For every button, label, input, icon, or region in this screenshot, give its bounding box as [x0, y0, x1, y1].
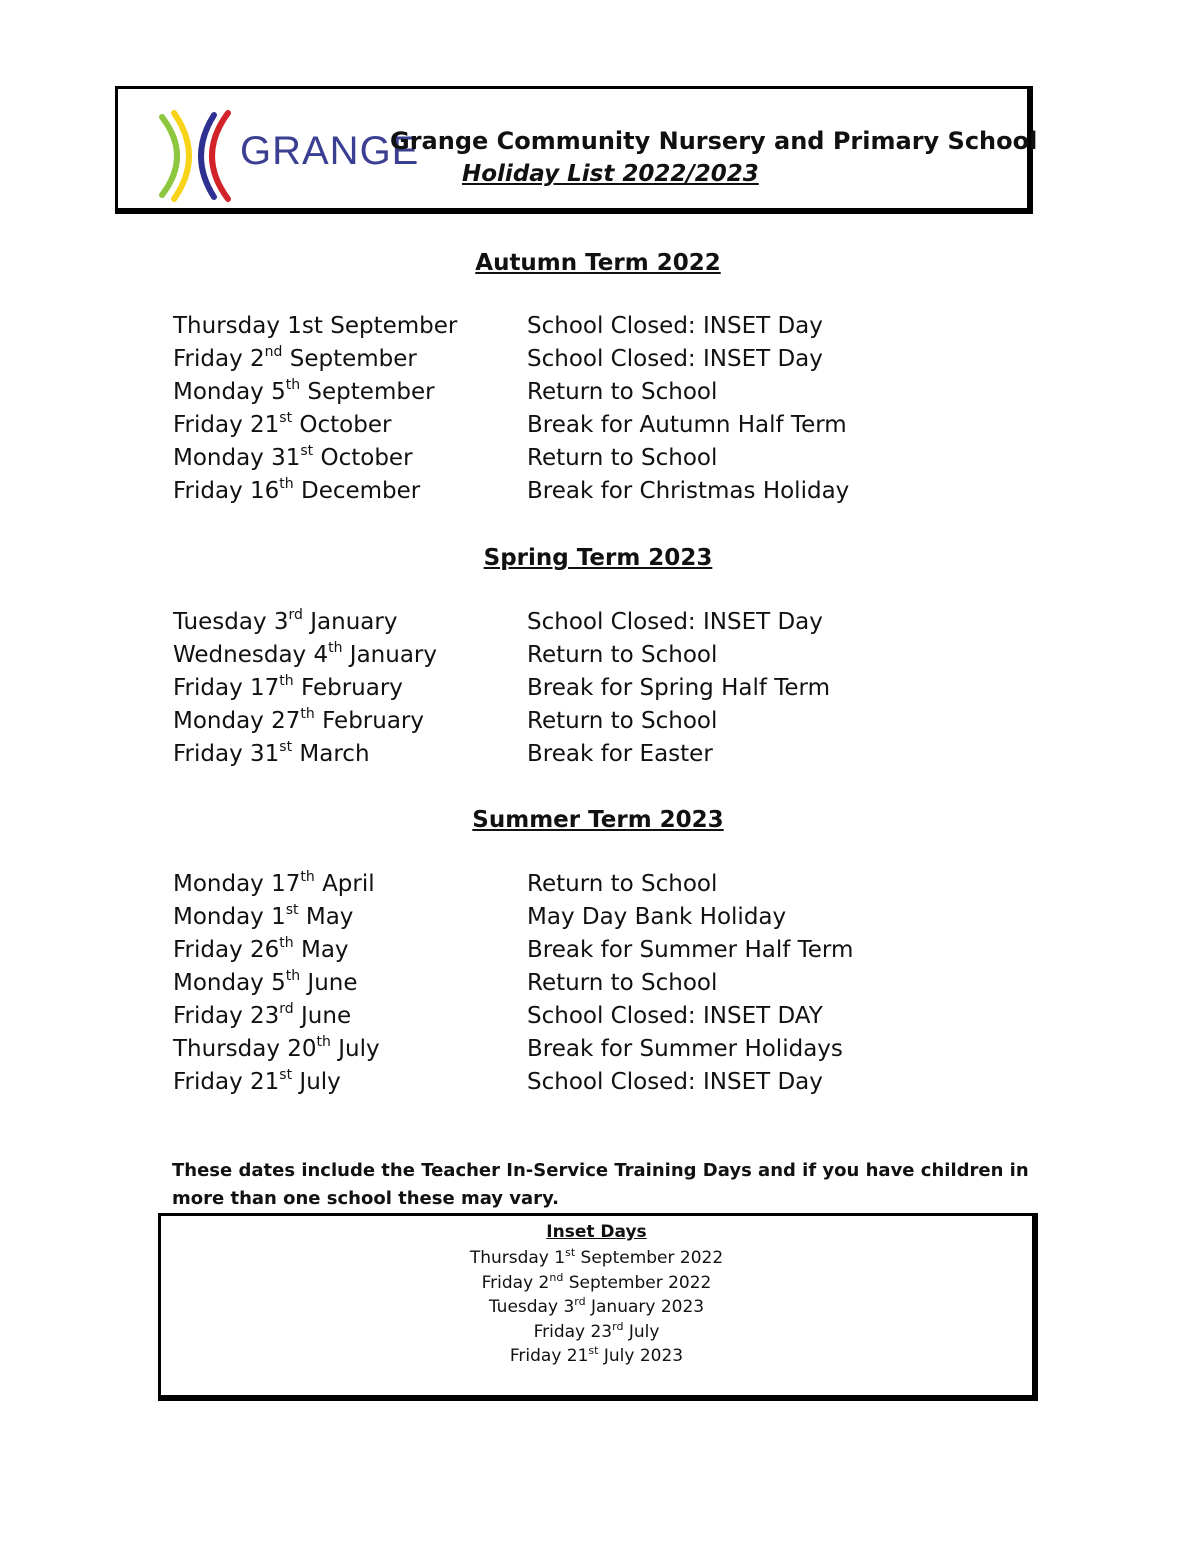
inset-day: Tuesday 3	[488, 1297, 575, 1317]
date-month: September	[282, 346, 417, 372]
inset-days-box	[158, 1213, 1038, 1401]
date-day: Friday 21	[173, 412, 280, 438]
row-date	[173, 741, 370, 767]
inset-suffix: nd	[549, 1270, 564, 1284]
inset-rest: July	[623, 1321, 660, 1342]
date-suffix: rd	[279, 1001, 294, 1017]
date-month: June	[293, 1003, 352, 1029]
date-suffix: st	[285, 902, 299, 918]
schedule-row	[0, 675, 1200, 708]
row-event: Break for Spring Half Term	[527, 675, 831, 701]
date-suffix: rd	[288, 607, 303, 623]
schedule-row	[0, 313, 1200, 346]
date-suffix: st	[279, 410, 293, 426]
schedule-row	[0, 478, 1200, 511]
inset-day: Friday 21	[509, 1346, 589, 1366]
date-suffix: th	[328, 640, 343, 656]
row-date	[173, 708, 424, 734]
term-heading: Autumn Term 2022	[475, 250, 721, 276]
date-day: Friday 26	[173, 937, 280, 963]
date-suffix: st	[300, 443, 314, 459]
row-event: School Closed: INSET Day	[527, 1069, 823, 1095]
schedule-row	[0, 904, 1200, 937]
row-date	[173, 412, 391, 438]
row-event: Break for Easter	[527, 741, 713, 767]
inset-day: Friday 23	[533, 1321, 613, 1342]
row-event: Break for Summer Half Term	[527, 937, 854, 963]
date-suffix: st	[279, 739, 293, 755]
row-date	[173, 970, 358, 996]
date-day: Friday 23	[173, 1003, 280, 1029]
date-day: Thursday 20	[173, 1036, 317, 1062]
row-date	[173, 346, 417, 372]
date-day: Friday 31	[173, 741, 280, 767]
date-month: December	[293, 478, 421, 504]
date-suffix: th	[300, 869, 315, 885]
row-event: Break for Autumn Half Term	[527, 412, 847, 438]
date-suffix: st	[279, 1067, 293, 1083]
date-day: Friday 17	[173, 675, 280, 701]
row-date	[173, 1003, 351, 1029]
school-name: Grange Community Nursery and Primary School	[390, 127, 1038, 155]
row-date	[173, 1036, 380, 1062]
inset-suffix: rd	[574, 1295, 586, 1308]
header-box	[115, 86, 1038, 214]
row-date	[173, 675, 403, 701]
inset-days-title: Inset Days	[546, 1222, 647, 1242]
schedule-row	[0, 871, 1200, 904]
date-month: September	[300, 379, 435, 405]
inset-rest: September 2022	[563, 1272, 712, 1293]
dates-note: These dates include the Teacher In-Service Training Days and if you have children in more than one school these may vary.	[172, 1160, 1029, 1209]
row-date	[173, 642, 437, 668]
row-date	[173, 379, 435, 405]
date-day: Monday 17	[173, 871, 301, 897]
schedule-row	[0, 741, 1200, 774]
date-suffix: th	[300, 706, 315, 722]
row-event: Return to School	[527, 871, 718, 897]
row-date	[173, 1069, 341, 1095]
inset-day-line	[161, 1248, 1032, 1268]
row-event: Break for Christmas Holiday	[527, 478, 850, 504]
date-month: May	[293, 937, 349, 963]
school-logo	[152, 109, 420, 203]
row-date	[173, 313, 457, 339]
row-event: School Closed: INSET DAY	[527, 1003, 823, 1029]
date-suffix: th	[285, 377, 301, 393]
date-month: February	[293, 675, 403, 701]
schedule-row	[0, 937, 1200, 970]
date-day: Friday 16	[173, 478, 280, 504]
date-month: January	[342, 642, 437, 668]
date-month: September	[322, 313, 458, 339]
row-event: Return to School	[527, 445, 718, 471]
date-day: Friday 21	[173, 1069, 280, 1095]
date-month: January	[302, 609, 398, 635]
date-day: Monday 5	[173, 970, 286, 996]
date-day: Tuesday 3	[173, 609, 289, 635]
date-day: Monday 27	[173, 708, 301, 734]
schedule-row	[0, 445, 1200, 478]
row-date	[173, 904, 353, 930]
schedule-row	[0, 1003, 1200, 1036]
inset-rest: January 2023	[585, 1297, 705, 1317]
date-day: Thursday 1st	[173, 313, 323, 339]
row-date	[173, 445, 413, 471]
schedule-row	[0, 412, 1200, 445]
date-day: Monday 31	[173, 445, 301, 471]
schedule-row	[0, 1069, 1200, 1102]
document-title: Holiday List 2022/2023	[462, 161, 759, 187]
row-event: School Closed: INSET Day	[527, 346, 823, 372]
inset-rest: July 2023	[598, 1346, 684, 1366]
logo-arcs-icon	[152, 109, 242, 203]
inset-day: Thursday 1	[469, 1248, 566, 1268]
date-suffix: th	[279, 935, 294, 951]
date-suffix: th	[279, 476, 294, 492]
row-event: School Closed: INSET Day	[527, 313, 823, 339]
date-day: Friday 2	[173, 346, 265, 372]
row-event: May Day Bank Holiday	[527, 904, 787, 930]
schedule-row	[0, 708, 1200, 741]
row-event: Return to School	[527, 379, 718, 405]
date-month: June	[300, 970, 358, 996]
inset-day: Friday 2	[481, 1272, 550, 1293]
row-date	[173, 478, 420, 504]
logo-text: GRANGE	[240, 129, 420, 173]
date-month: October	[292, 412, 392, 438]
inset-day-line	[161, 1319, 1032, 1342]
inset-day-line	[161, 1346, 1032, 1366]
term-heading: Summer Term 2023	[472, 807, 724, 833]
date-month: April	[314, 871, 375, 897]
row-date	[173, 937, 349, 963]
row-event: Break for Summer Holidays	[527, 1036, 843, 1062]
schedule-row	[0, 379, 1200, 412]
row-event: Return to School	[527, 642, 718, 668]
date-month: March	[292, 741, 370, 767]
row-date	[173, 871, 375, 897]
row-date	[173, 609, 397, 635]
schedule-row	[0, 642, 1200, 675]
inset-day-line	[161, 1270, 1032, 1293]
row-event: School Closed: INSET Day	[527, 609, 823, 635]
inset-suffix: rd	[612, 1319, 624, 1333]
date-day: Monday 1	[173, 904, 286, 930]
schedule-row	[0, 346, 1200, 379]
date-month: February	[314, 708, 424, 734]
date-month: May	[298, 904, 354, 930]
date-suffix: th	[279, 673, 294, 689]
schedule-row	[0, 1036, 1200, 1069]
schedule-row	[0, 970, 1200, 1003]
date-month: July	[330, 1036, 380, 1062]
date-suffix: th	[285, 968, 301, 984]
date-day: Monday 5	[173, 379, 286, 405]
row-event: Return to School	[527, 970, 718, 996]
date-month: July	[292, 1069, 341, 1095]
row-event: Return to School	[527, 708, 718, 734]
inset-day-line	[161, 1297, 1032, 1317]
date-suffix: nd	[264, 344, 283, 360]
term-heading: Spring Term 2023	[483, 545, 713, 571]
inset-rest: September 2022	[575, 1248, 724, 1268]
date-suffix: th	[316, 1034, 331, 1050]
inset-suffix: st	[588, 1344, 599, 1357]
date-month: October	[313, 445, 413, 471]
inset-suffix: st	[565, 1246, 576, 1259]
schedule-row	[0, 609, 1200, 642]
date-day: Wednesday 4	[173, 642, 329, 668]
